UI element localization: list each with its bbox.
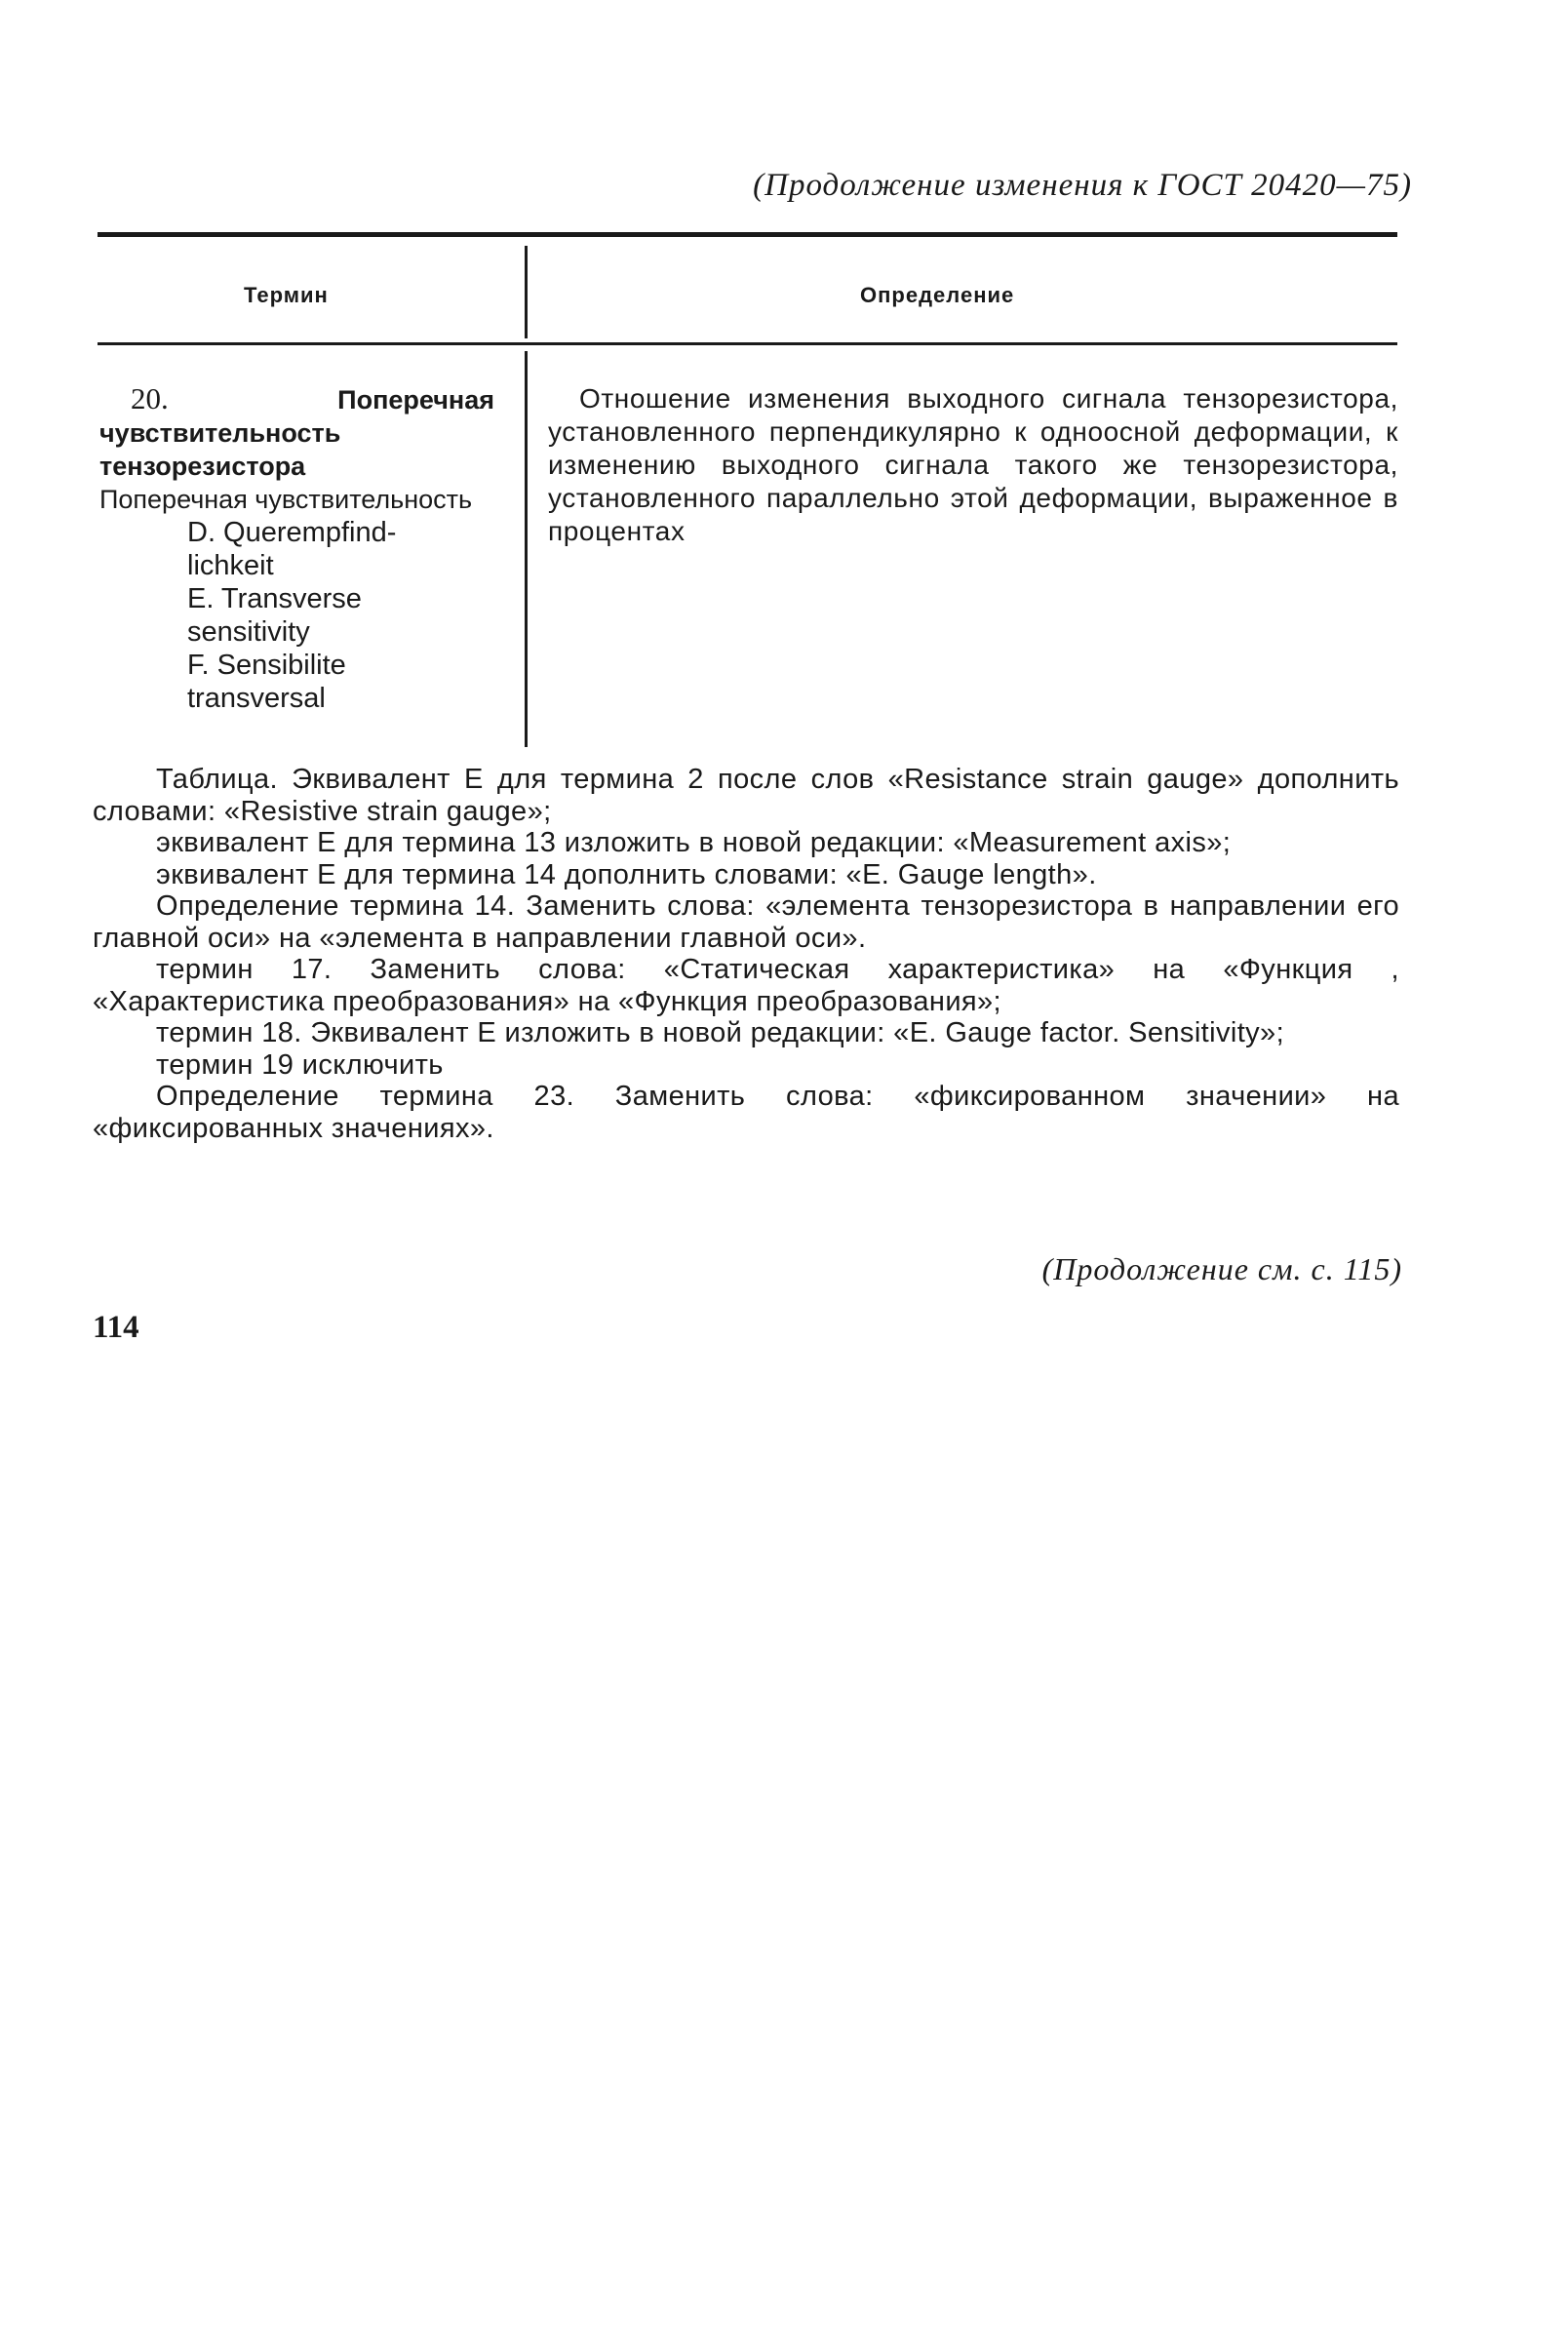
equivalent-line: lichkeit	[187, 550, 274, 581]
paragraph: эквивалент Е для термина 14 дополнить словами: «E. Gauge length».	[156, 858, 1097, 890]
equivalent-line: F. Sensibilite	[187, 650, 346, 681]
equivalent-line: transversal	[187, 683, 326, 714]
paragraph: термин 18. Эквивалент Е изложить в новой редакции: «E. Gauge factor. Sensitivity»;	[156, 1017, 1285, 1048]
term-name: Поперечная чувствительность тензорезистора	[99, 385, 494, 481]
table-body-divider	[525, 351, 528, 747]
paragraph: Таблица. Эквивалент Е для термина 2 после слов «Resistance strain gauge» дополнить словами: «Resistive strain gauge»;	[93, 764, 1399, 827]
table-top-rule	[98, 232, 1397, 237]
paragraph: эквивалент Е для термина 13 изложить в новой редакции: «Measurement axis»;	[156, 827, 1232, 858]
definition-cell: Отношение изменения выходного сигнала тензорезистора, установленного перпендикулярно к одноосной деформации, к изменению выходного сигнала такого же тензорезистора, установленного параллельно этой деформации, выраженное в процентах	[548, 383, 1398, 546]
paragraph: Определение термина 23. Заменить слова: «фиксированном значении» на «фиксированных значениях».	[93, 1081, 1399, 1144]
continuation-note: (Продолжение см. с. 115)	[1041, 1251, 1402, 1286]
equivalent-line: sensitivity	[187, 616, 310, 648]
term-synonym: Поперечная чувствительность	[99, 485, 473, 514]
running-header: (Продолжение изменения к ГОСТ 20420—75)	[753, 168, 1412, 203]
paragraph: термин 17. Заменить слова: «Статическая характеристика» на «Функция , «Характеристика преобразования» на «Функция преобразования»;	[93, 954, 1399, 1017]
equivalent-line: E. Transverse	[187, 583, 362, 614]
term-equivalents	[99, 516, 494, 715]
term-number: 20.	[131, 381, 169, 415]
table-header-rule	[98, 342, 1397, 345]
page-number: 114	[93, 1310, 139, 1345]
amendment-text	[93, 764, 1399, 1144]
term-title	[99, 382, 494, 483]
equivalent-line: D. Querempfind-	[187, 517, 397, 548]
table-header-divider	[525, 246, 528, 338]
table-header-definition: Определение	[860, 283, 1015, 307]
paragraph: термин 19 исключить	[156, 1048, 444, 1081]
table-header-term: Термин	[244, 283, 329, 307]
paragraph: Определение термина 14. Заменить слова: «элемента тензорезистора в направлении его главной оси» на «элемента в направлении главной оси».	[93, 890, 1399, 954]
term-cell	[99, 382, 494, 715]
